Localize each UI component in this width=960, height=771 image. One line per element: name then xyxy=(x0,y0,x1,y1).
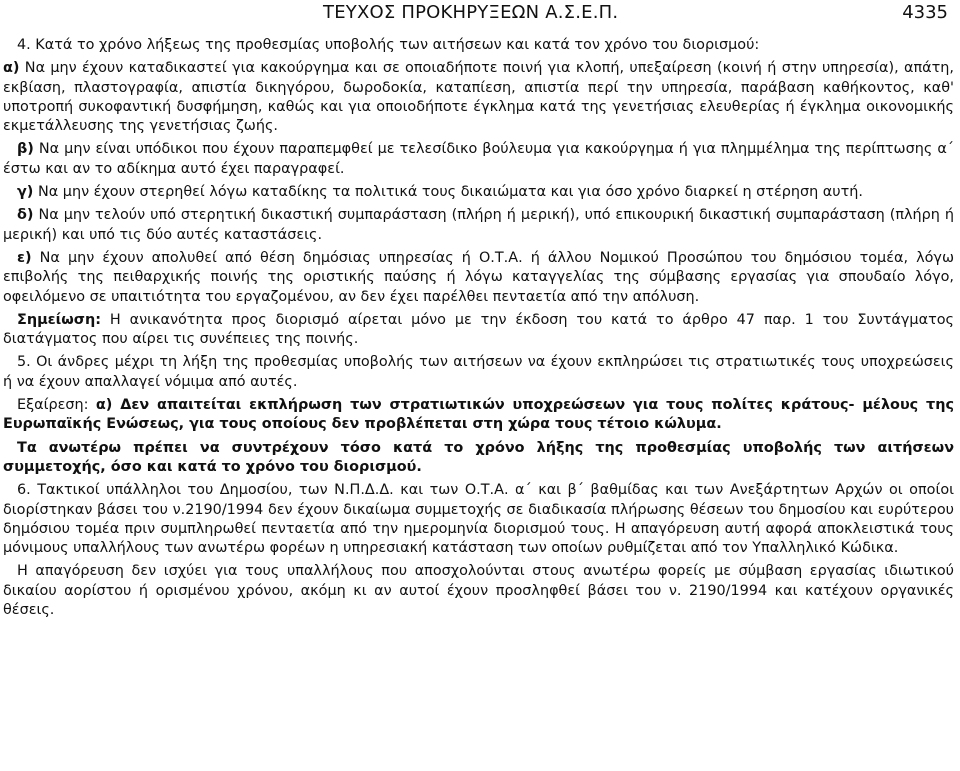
section-4-intro: 4. Κατά το χρόνο λήξεως της προθεσμίας υποβολής των αιτήσεων και κατά τον χρόνο του διορισμού: xyxy=(17,37,760,53)
publication-title: ΤΕΥΧΟΣ ΠΡΟΚΗΡΥΞΕΩΝ Α.Σ.Ε.Π. xyxy=(323,2,619,23)
page-header xyxy=(0,0,960,28)
item-label: δ) xyxy=(17,207,34,224)
item-label: γ) xyxy=(17,184,34,201)
item-text: Να μην έχουν απολυθεί από θέση δημόσιας υπηρεσίας ή Ο.Τ.Α. ή άλλου Νομικού Προσώπου του δημόσιου τομέα, λόγω επιβολής της πειθαρχικής ποινής της οριστικής παύσης ή λόγω καταγγελίας της σύμβασης εργασίας για σπουδαίο λόγο, οφειλόμενο σε υπαιτιότητα του εργαζομένου, αν δεν έχει παρέλθει πενταετία από την απόλυση. xyxy=(3,249,954,305)
section-5-bold-statement: Τα ανωτέρω πρέπει να συντρέχουν τόσο κατά το χρόνο λήξης της προθεσμίας υποβολής των αιτήσεων συμμετοχής, όσο και κατά το χρόνο του διορισμού. xyxy=(3,439,954,475)
note-text: Η ανικανότητα προς διορισμό αίρεται μόνο με την έκδοση του κατά το άρθρο 47 παρ. 1 του Συντάγματος διατάγματος που αίρει τις συνέπειες της ποινής. xyxy=(3,311,954,348)
section-4-item-d xyxy=(3,206,954,245)
item-text: Να μην έχουν καταδικαστεί για κακούργημα και σε οποιαδήποτε ποινή για κλοπή, υπεξαίρεση (κοινή ή στην υπηρεσία), απάτη, εκβίαση, πλαστογραφία, απιστία δικηγόρου, δωροδοκία, καταπίεση, απιστία περί την υπηρεσία, παράβαση καθήκοντος, καθ' υποτροπή συκοφαντική δυσφήμηση, καθώς και για οποιοδήποτε έγκλημα κατά της γενετήσιας ελευθερίας ή έγκλημα οικονομικής εκμετάλλευσης της γενετήσιας ζωής. xyxy=(3,60,954,135)
item-label: ε) xyxy=(17,249,32,266)
exception-text: α) Δεν απαιτείται εκπλήρωση των στρατιωτικών υποχρεώσεων για τους πολίτες κράτους- μέλους της Ευρωπαϊκής Ενώσεως, για τους οποίους δεν προβλέπεται στη χώρα τους τέτοιο κώλυμα. xyxy=(3,397,954,433)
section-4-item-e xyxy=(3,249,954,307)
note-label: Σημείωση: xyxy=(17,311,101,328)
item-text: Να μην έχουν στερηθεί λόγω καταδίκης τα πολιτικά τους δικαιώματα και για όσο χρόνο διαρκεί η στέρηση αυτή. xyxy=(33,184,863,201)
item-label: α) xyxy=(3,60,20,77)
section-6-text: 6. Τακτικοί υπάλληλοι του Δημοσίου, των Ν.Π.Δ.Δ. και των Ο.Τ.Α. α΄ και β΄ βαθμίδας και των Ανεξάρτητων Αρχών οι οποίοι διορίστηκαν βάσει του ν.2190/1994 δεν έχουν δικαίωμα συμμετοχής σε διαδικασία πλήρωσης θέσεων του δημοσίου και ευρύτερου δημόσιου τομέα πριν συμπληρωθεί πενταετία από την ημερομηνία διορισμού τους. Η απαγόρευση αυτή αφορά αποκλειστικά τους μόνιμους υπαλλήλους των ανωτέρω φορέων η υπηρεσιακή κατάσταση των οποίων ρυθμίζεται από τον Υπαλληλικό Κώδικα. xyxy=(3,482,954,557)
section-6-text-2: Η απαγόρευση δεν ισχύει για τους υπαλλήλους που αποσχολούνται στους ανωτέρω φορείς με σύμβαση εργασίας ιδιωτικού δικαίου αορίστου ή ορισμένου χρόνου, ακόμη κι αν αυτοί έχουν προσληφθεί βάσει του ν. 2190/1994 και κατέχουν οργανικές θέσεις. xyxy=(3,563,954,619)
section-4-item-b xyxy=(3,140,954,179)
item-label: β) xyxy=(17,141,34,158)
section-4-note xyxy=(3,311,954,350)
document-body xyxy=(3,36,954,624)
section-5-exception xyxy=(3,396,954,435)
exception-prefix: Εξαίρεση: xyxy=(17,397,96,414)
item-text: Να μην τελούν υπό στερητική δικαστική συμπαράσταση (πλήρη ή μερική), υπό επικουρική δικαστική συμπαράσταση (πλήρη ή μερική) και υπό τις δύο αυτές καταστάσεις. xyxy=(3,207,954,243)
section-5-text: 5. Οι άνδρες μέχρι τη λήξη της προθεσμίας υποβολής των αιτήσεων να έχουν εκπληρώσει τις στρατιωτικές τους υποχρεώσεις ή να έχουν απαλλαγεί νόμιμα από αυτές. xyxy=(3,354,954,390)
section-4-item-a xyxy=(3,59,954,136)
page-number: 4335 xyxy=(902,2,948,23)
section-4-item-c xyxy=(3,183,954,202)
item-text: Να μην είναι υπόδικοι που έχουν παραπεμφθεί με τελεσίδικο βούλευμα για κακούργημα ή για πλημμέλημα της περίπτωσης α΄ έστω και αν το αδίκημα αυτό έχει παραγραφεί. xyxy=(3,141,954,177)
